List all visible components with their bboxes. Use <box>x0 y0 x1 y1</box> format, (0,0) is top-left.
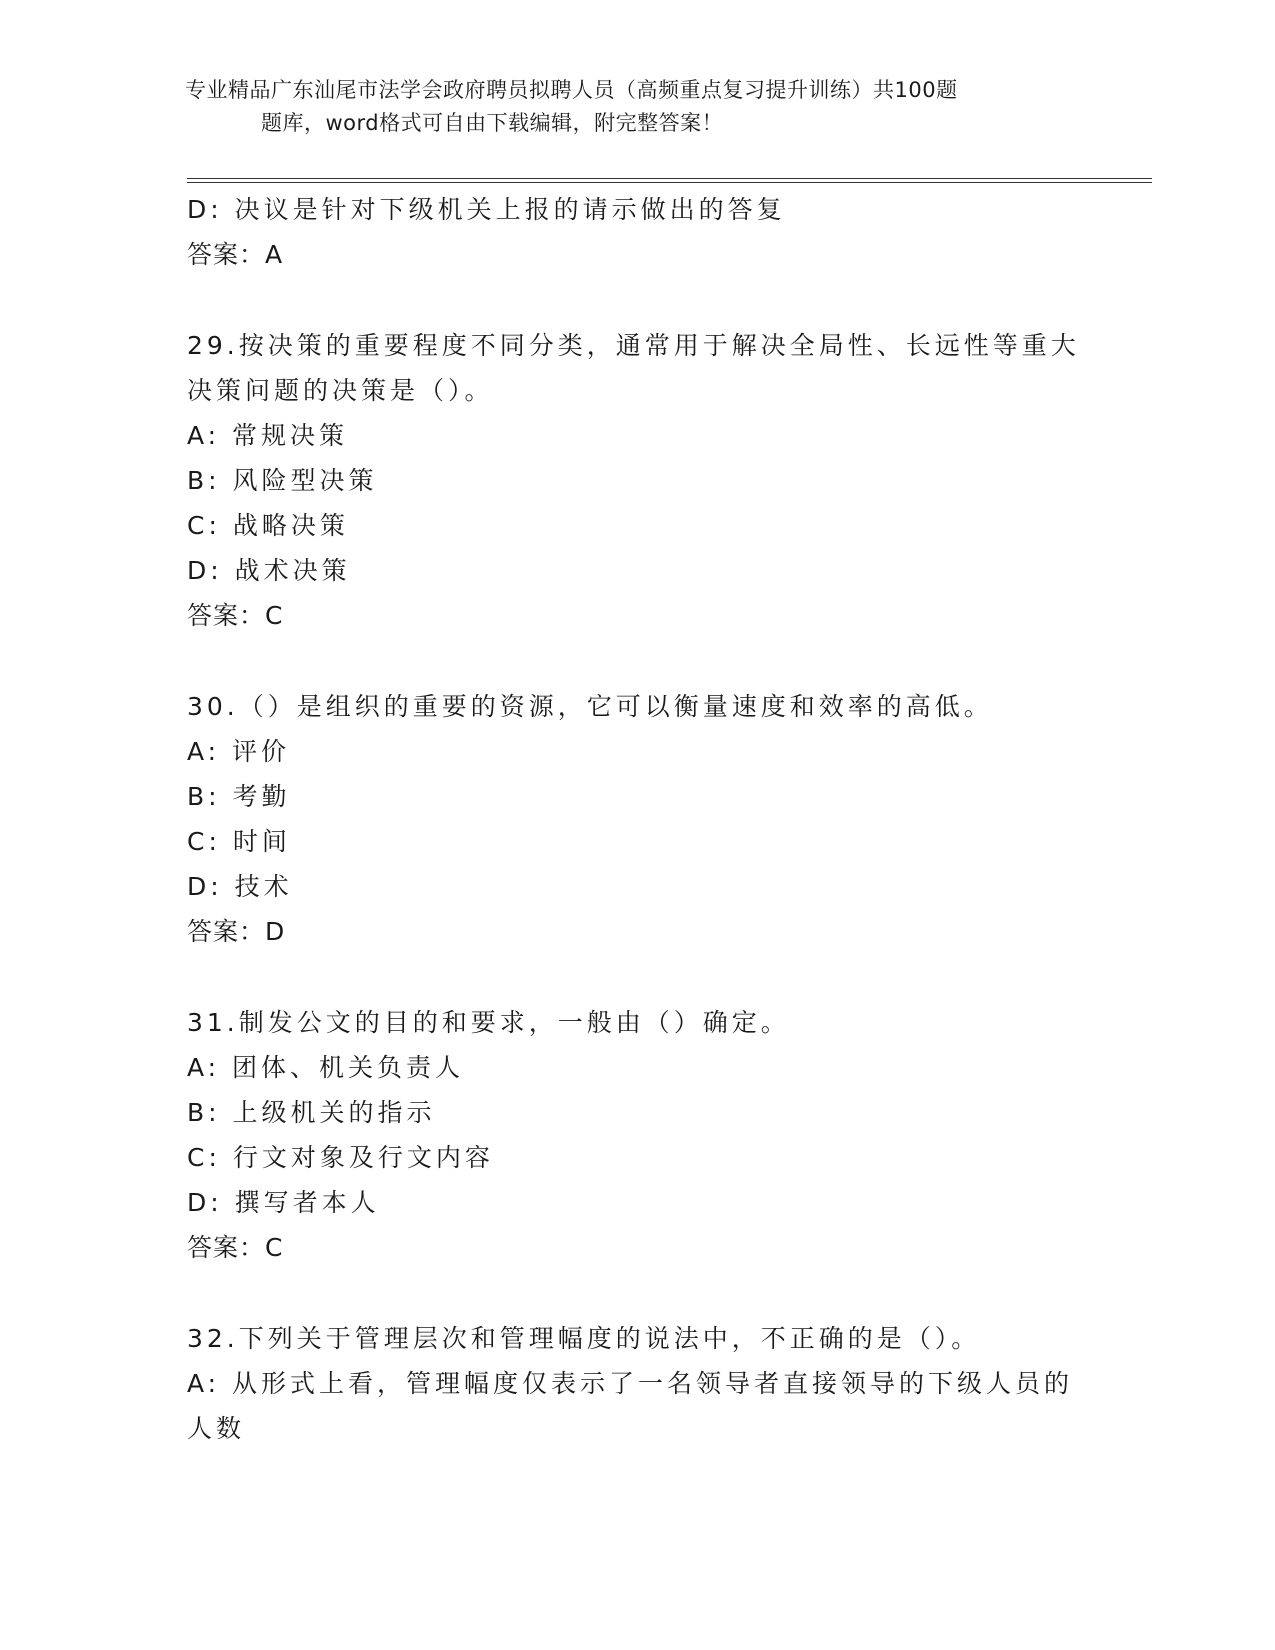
spacer <box>187 954 1087 1000</box>
spacer <box>187 277 1087 323</box>
question-stem: 32.下列关于管理层次和管理幅度的说法中，不正确的是（）。 <box>187 1324 981 1353</box>
option-a: A: 常规决策 <box>187 421 349 450</box>
answer-line: 答案：C <box>187 1233 284 1262</box>
option-d: D: 战术决策 <box>187 556 351 585</box>
header-title-line2: 题库，word格式可自由下载编辑，附完整答案！ <box>261 111 724 135</box>
header-title-line1: 专业精品广东汕尾市法学会政府聘员拟聘人员（高频重点复习提升训练）共100题 <box>185 78 958 102</box>
question-stem: 31.制发公文的目的和要求，一般由（）确定。 <box>187 1008 790 1037</box>
option-a: A: 评价 <box>187 737 291 766</box>
spacer <box>187 1270 1087 1316</box>
option-c: C: 时间 <box>187 827 291 856</box>
question-list <box>187 187 1087 1451</box>
option-a: A: 团体、机关负责人 <box>187 1053 465 1082</box>
option-d: D: 技术 <box>187 872 293 901</box>
answer-line: 答案：C <box>187 601 284 630</box>
header-rule-bottom <box>187 182 1152 183</box>
option-c: C: 战略决策 <box>187 511 349 540</box>
option-c: C: 行文对象及行文内容 <box>187 1143 494 1172</box>
option-d: D: 撰写者本人 <box>187 1188 380 1217</box>
option-b: B: 上级机关的指示 <box>187 1098 436 1127</box>
header-rule-top <box>187 178 1152 179</box>
spacer <box>187 638 1087 684</box>
option-d: D: 决议是针对下级机关上报的请示做出的答复 <box>187 195 786 224</box>
question-29 <box>187 323 1087 638</box>
answer-line: 答案：A <box>187 240 284 269</box>
question-stem: 29.按决策的重要程度不同分类，通常用于解决全局性、长远性等重大决策问题的决策是（）。 <box>187 331 1080 405</box>
question-30 <box>187 684 1087 954</box>
option-a: A: 从形式上看，管理幅度仅表示了一名领导者直接领导的下级人员的人数 <box>187 1369 1074 1443</box>
question-31 <box>187 1000 1087 1270</box>
question-stem: 30.（）是组织的重要的资源，它可以衡量速度和效率的高低。 <box>187 692 993 721</box>
question-32 <box>187 1316 1087 1451</box>
option-b: B: 风险型决策 <box>187 466 378 495</box>
document-header <box>185 74 1095 140</box>
option-b: B: 考勤 <box>187 782 291 811</box>
answer-line: 答案：D <box>187 917 286 946</box>
